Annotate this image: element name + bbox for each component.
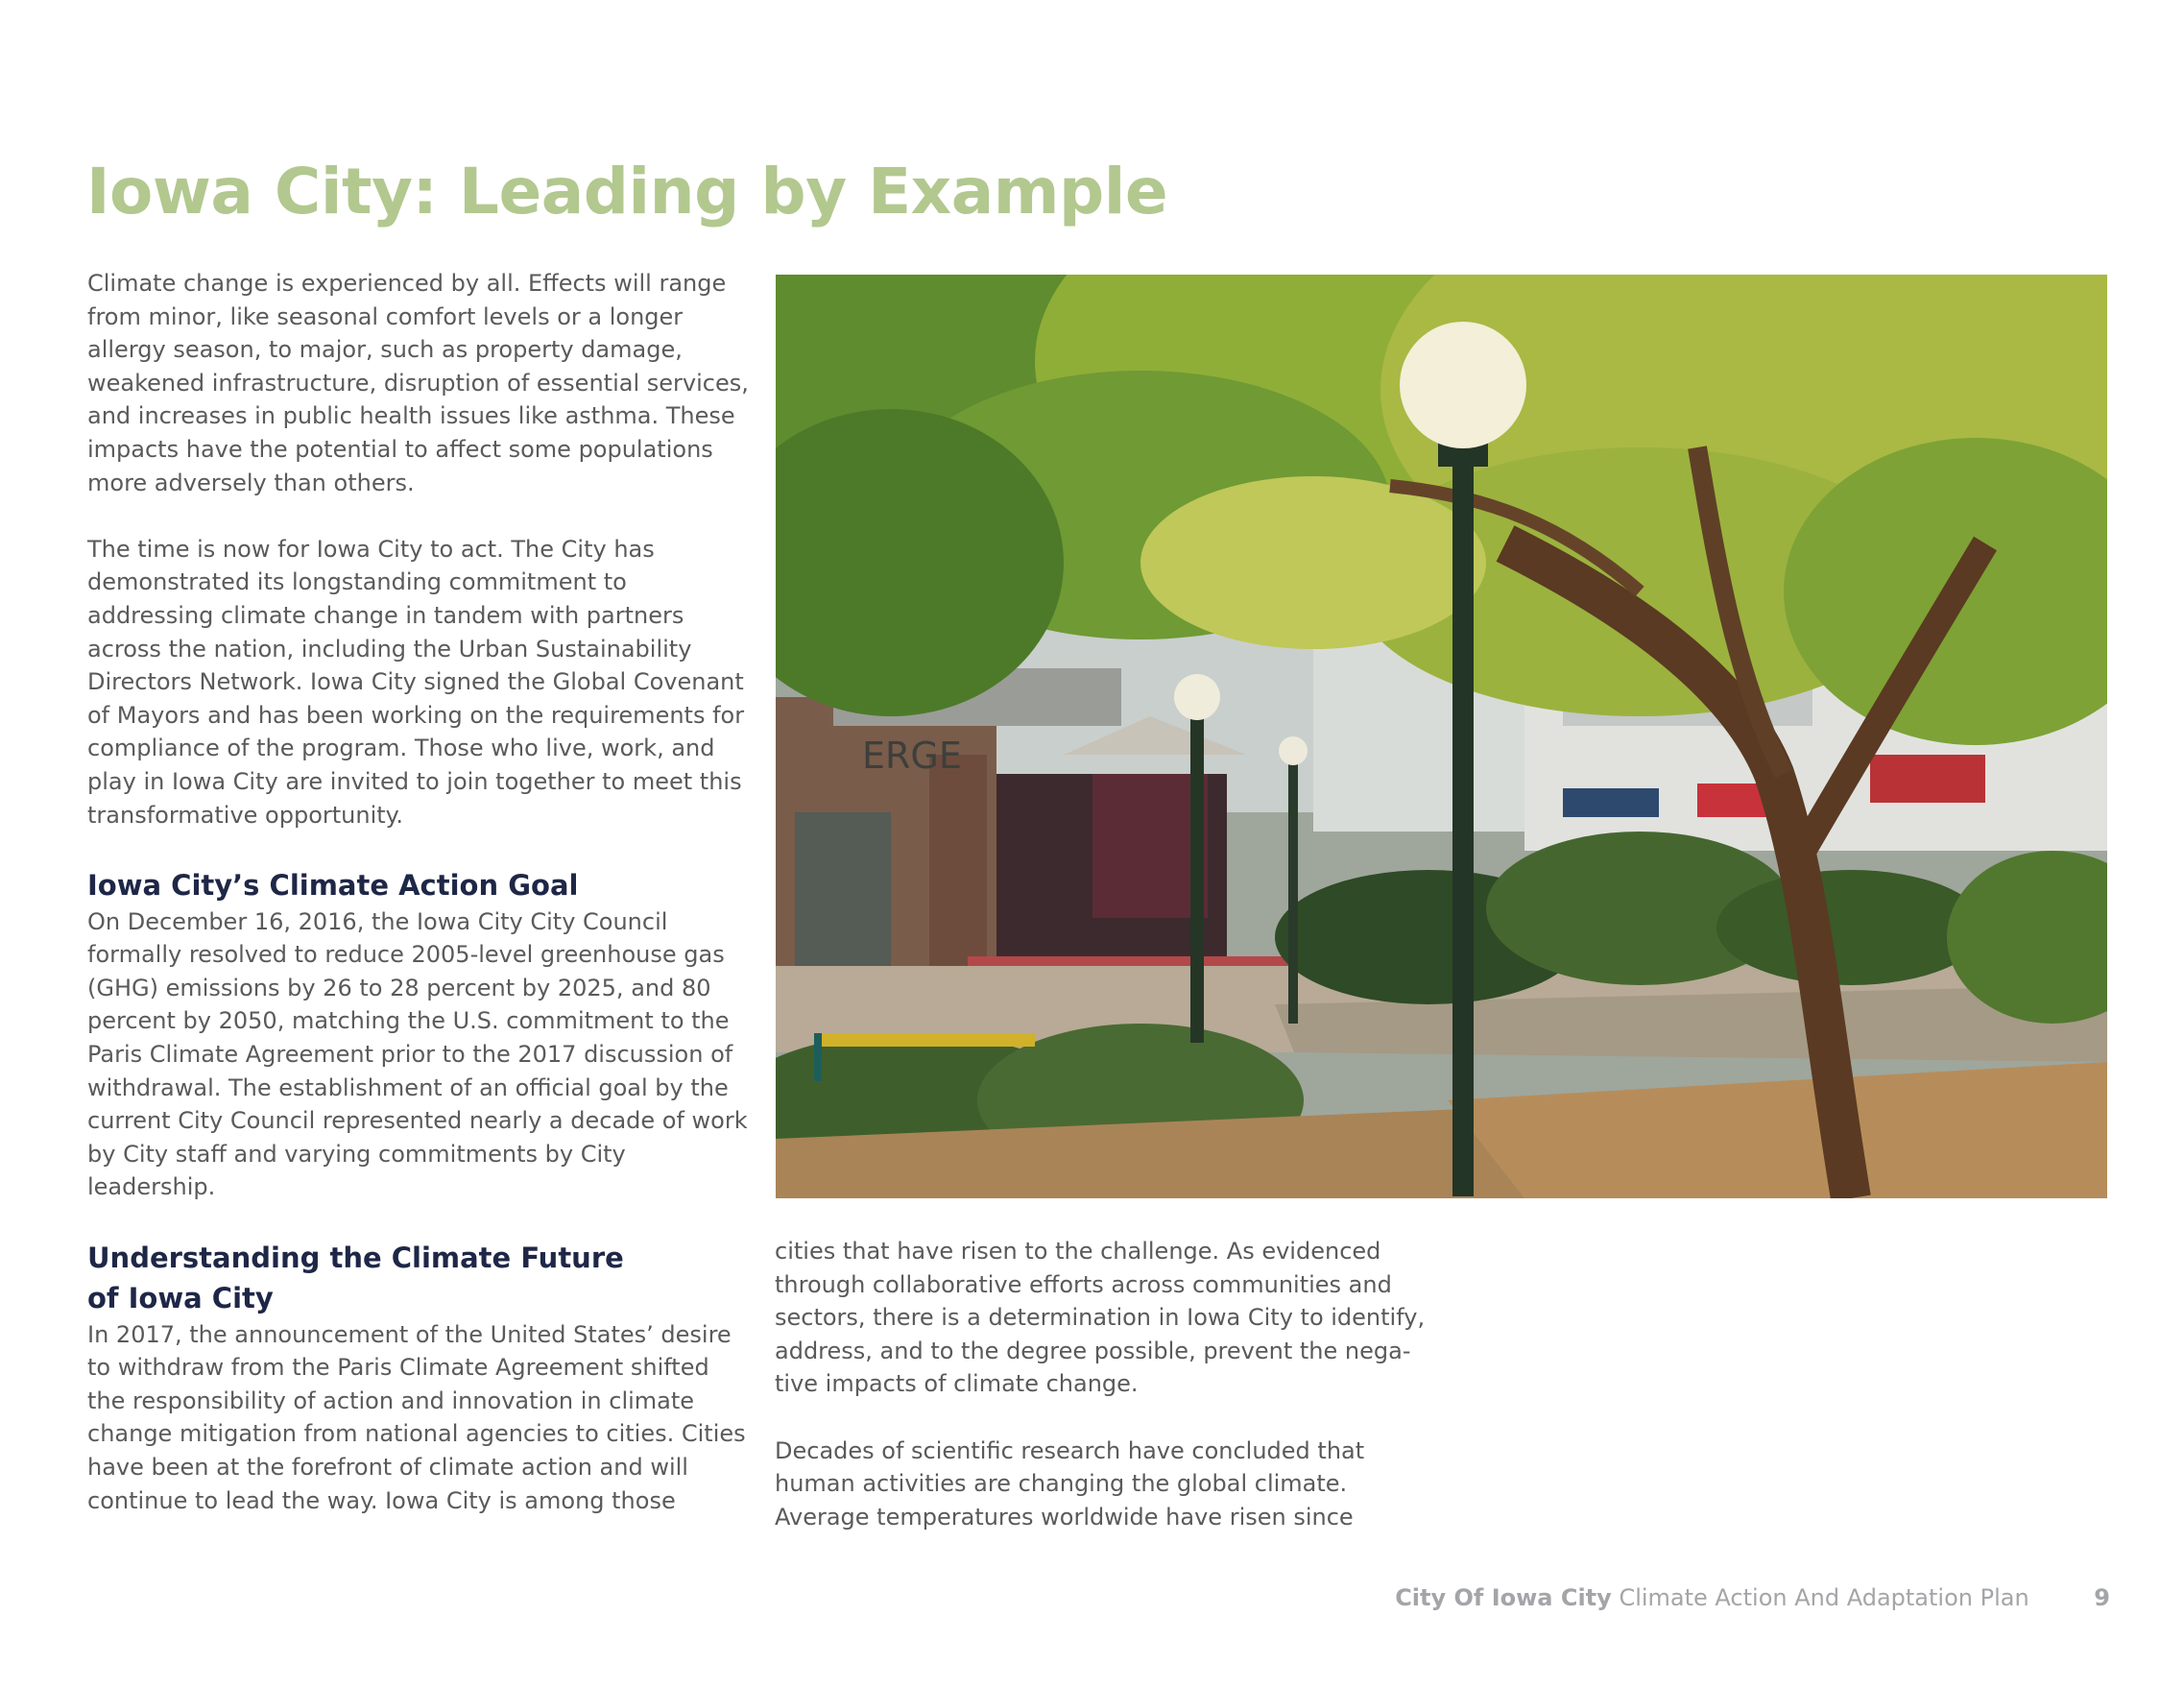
page-footer	[1395, 1584, 2110, 1611]
climate-future-paragraph: In 2017, the announcement of the United States’ desire to withdraw from the Paris Climate Agreement shifted the responsibility of action and innovation in climate change mitigation from national agencies to cities. Cities have been at the forefront of climate action and will continue to lead the way. Iowa City is among those	[87, 1320, 746, 1514]
right-column	[775, 1235, 1447, 1533]
footer-document-title: Climate Action And Adaptation Plan	[1619, 1584, 2029, 1611]
intro-paragraph: Climate change is experienced by all. Effects will range from minor, like seasonal comfort levels or a longer allergy season, to major, such as property damage, weakened infrastructure, disruption of essential services, and increases in public health issues like asthma. These impacts have the potential to affect some populations more adversely than others.	[87, 270, 749, 496]
act-now-paragraph: The time is now for Iowa City to act. The City has demonstrated its longstanding commitment to addressing climate change in tandem with partners across the nation, including the Urban Sustainability Directors Network. Iowa City signed the Global Covenant of Mayors and has been working on the requirements for compliance of the program. Those who live, work, and play in Iowa City are invited to join together to meet this transformative opportunity.	[87, 535, 745, 829]
page-number: 9	[2094, 1584, 2110, 1611]
continued-paragraph: cities that have risen to the challenge. As evidenced through collaborative efforts across communities and sectors, there is a determination in Iowa City to identify, address, and to the degree possible, prevent the nega-tive impacts of climate change.	[775, 1238, 1426, 1398]
footer-organization: City Of Iowa City	[1395, 1584, 1612, 1611]
building-sign-text: ERGE	[862, 735, 962, 777]
climate-goal-paragraph: On December 16, 2016, the Iowa City City Council formally resolved to reduce 2005-level greenhouse gas (GHG) emissions by 26 to 28 percent by 2025, and 80 percent by 2050, matching the U.S. commitment to the Paris Climate Agreement prior to the 2017 discussion of withdrawal. The establishment of an official goal by the current City Council represented nearly a decade of work by City staff and varying commitments by City leadership.	[87, 907, 748, 1201]
climate-future-heading: Understanding the Climate Future of Iowa City	[87, 1241, 624, 1314]
research-paragraph: Decades of scientific research have concluded that human activities are changing the global climate. Average temperatures worldwide have risen since	[775, 1436, 1365, 1531]
left-column	[87, 267, 750, 1517]
page-title: Iowa City: Leading by Example	[86, 155, 1168, 229]
climate-goal-heading: Iowa City’s Climate Action Goal	[87, 868, 579, 902]
park-photo	[776, 275, 2107, 1198]
